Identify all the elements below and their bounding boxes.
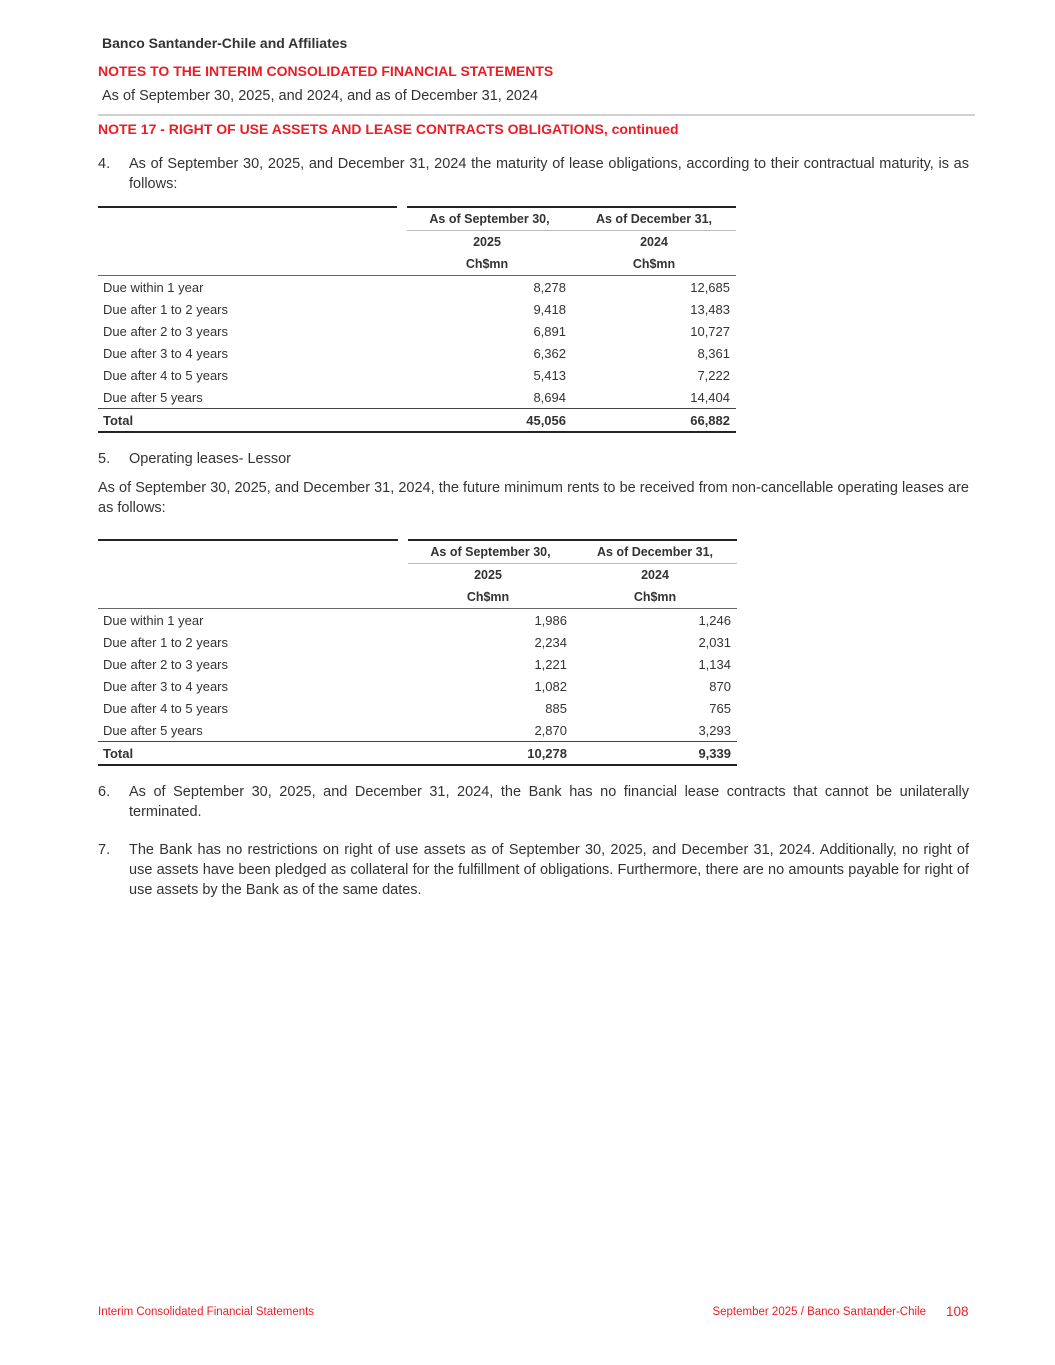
value-2024: 765: [709, 700, 731, 716]
value-2024: 13,483: [690, 301, 730, 317]
total-2024: 9,339: [573, 742, 737, 766]
row-label: Due after 5 years: [103, 389, 203, 405]
footer-period-company: September 2025 / Banco Santander-Chile: [712, 1306, 926, 1318]
row-label: Due after 1 to 2 years: [103, 301, 229, 317]
column-year-2025: 2025: [474, 568, 502, 582]
column-header-dec-2024: As of December 31,: [572, 207, 736, 231]
table-header-row: [98, 207, 736, 231]
table-row: [98, 342, 736, 364]
item-5-title-text: Operating leases- Lessor: [129, 451, 291, 467]
total-2025: 10,278: [403, 742, 573, 766]
value-2024: 12,685: [690, 279, 730, 295]
value-2024: 14,404: [690, 389, 730, 405]
value-2025: 2,234: [534, 634, 567, 650]
table-header-row: [98, 586, 737, 609]
value-2024: 870: [709, 678, 731, 694]
table-row: [98, 697, 737, 719]
item-4-paragraph: [98, 154, 969, 194]
table-row: [98, 320, 736, 342]
item-5-title: [98, 449, 969, 469]
column-year-2025: 2025: [473, 235, 501, 249]
row-label: Due within 1 year: [103, 612, 204, 628]
column-year-2024: 2024: [640, 235, 668, 249]
table-row: [98, 298, 736, 320]
row-label: Due after 2 to 3 years: [103, 656, 229, 672]
value-2025: 1,221: [534, 656, 567, 672]
row-label: Due within 1 year: [103, 279, 204, 295]
item-5-paragraph: As of September 30, 2025, and December 31, 2024, the future minimum rents to be received from non-cancellable operating leases are as follows:: [98, 480, 969, 516]
row-label: Due after 3 to 4 years: [103, 345, 229, 361]
table-total-row: [98, 409, 736, 433]
value-2025: 1,986: [534, 612, 567, 628]
row-label: Due after 4 to 5 years: [103, 367, 229, 383]
total-2024: 66,882: [572, 409, 736, 433]
table-row: [98, 653, 737, 675]
table-row: [98, 675, 737, 697]
value-2024: 1,246: [698, 612, 731, 628]
item-6-paragraph: [98, 782, 969, 822]
value-2024: 2,031: [698, 634, 731, 650]
value-2025: 2,870: [534, 722, 567, 738]
item-7-number: 7.: [98, 842, 111, 858]
table-row: [98, 364, 736, 386]
total-2025: 45,056: [402, 409, 572, 433]
total-label: Total: [98, 742, 403, 766]
item-5-number: 5.: [98, 451, 111, 467]
column-unit: Ch$mn: [403, 586, 573, 609]
notes-title: NOTES TO THE INTERIM CONSOLIDATED FINANCIAL STATEMENTS: [98, 63, 554, 79]
value-2024: 3,293: [698, 722, 731, 738]
item-7-text: The Bank has no restrictions on right of use assets as of September 30, 2025, and December 31, 2024. Additionally, no right of use assets have been pledged as collateral for the fulfillment of obligations. Furthermore, there are no amounts payable for right of use assets by the Bank as of the same dates.: [129, 842, 969, 898]
value-2025: 8,278: [533, 279, 566, 295]
row-label: Due after 4 to 5 years: [103, 700, 229, 716]
table-header-row: [98, 540, 737, 564]
note-heading: NOTE 17 - RIGHT OF USE ASSETS AND LEASE CONTRACTS OBLIGATIONS, continued: [98, 121, 679, 137]
operating-leases-rents-table: [98, 539, 737, 766]
value-2024: 1,134: [698, 656, 731, 672]
row-label: Due after 3 to 4 years: [103, 678, 229, 694]
value-2025: 6,891: [533, 323, 566, 339]
table-header-row: [98, 231, 736, 254]
item-6-number: 6.: [98, 784, 111, 800]
value-2025: 1,082: [534, 678, 567, 694]
table-header-row: [98, 564, 737, 587]
column-unit: Ch$mn: [572, 253, 736, 276]
value-2025: 885: [545, 700, 567, 716]
row-label: Due after 1 to 2 years: [103, 634, 229, 650]
total-label: Total: [98, 409, 402, 433]
page-number: 108: [946, 1304, 969, 1319]
value-2025: 8,694: [533, 389, 566, 405]
column-year-2024: 2024: [641, 568, 669, 582]
value-2025: 5,413: [533, 367, 566, 383]
column-header-sep-2025: As of September 30,: [402, 207, 572, 231]
value-2025: 6,362: [533, 345, 566, 361]
table-row: [98, 276, 736, 299]
item-4-text: As of September 30, 2025, and December 31, 2024 the maturity of lease obligations, according to their contractual maturity, is as follows:: [129, 156, 969, 192]
value-2025: 9,418: [533, 301, 566, 317]
value-2024: 8,361: [697, 345, 730, 361]
table-row: [98, 386, 736, 409]
company-name: Banco Santander-Chile and Affiliates: [102, 35, 348, 51]
item-6-text: As of September 30, 2025, and December 31, 2024, the Bank has no financial lease contracts that cannot be unilaterally terminated.: [129, 784, 969, 820]
table-row: [98, 631, 737, 653]
table-total-row: [98, 742, 737, 766]
row-label: Due after 5 years: [103, 722, 203, 738]
as-of-dates: As of September 30, 2025, and 2024, and as of December 31, 2024: [102, 88, 539, 104]
table-row: [98, 609, 737, 632]
table-row: [98, 719, 737, 742]
header-divider: [98, 114, 975, 116]
lease-obligations-maturity-table: [98, 206, 736, 433]
column-header-sep-2025: As of September 30,: [403, 540, 573, 564]
footer-document-title: Interim Consolidated Financial Statements: [98, 1306, 315, 1318]
item-7-paragraph: [98, 840, 969, 900]
table-header-row: [98, 253, 736, 276]
value-2024: 10,727: [690, 323, 730, 339]
item-4-number: 4.: [98, 156, 111, 172]
column-header-dec-2024: As of December 31,: [573, 540, 737, 564]
column-unit: Ch$mn: [573, 586, 737, 609]
column-unit: Ch$mn: [402, 253, 572, 276]
value-2024: 7,222: [697, 367, 730, 383]
row-label: Due after 2 to 3 years: [103, 323, 229, 339]
